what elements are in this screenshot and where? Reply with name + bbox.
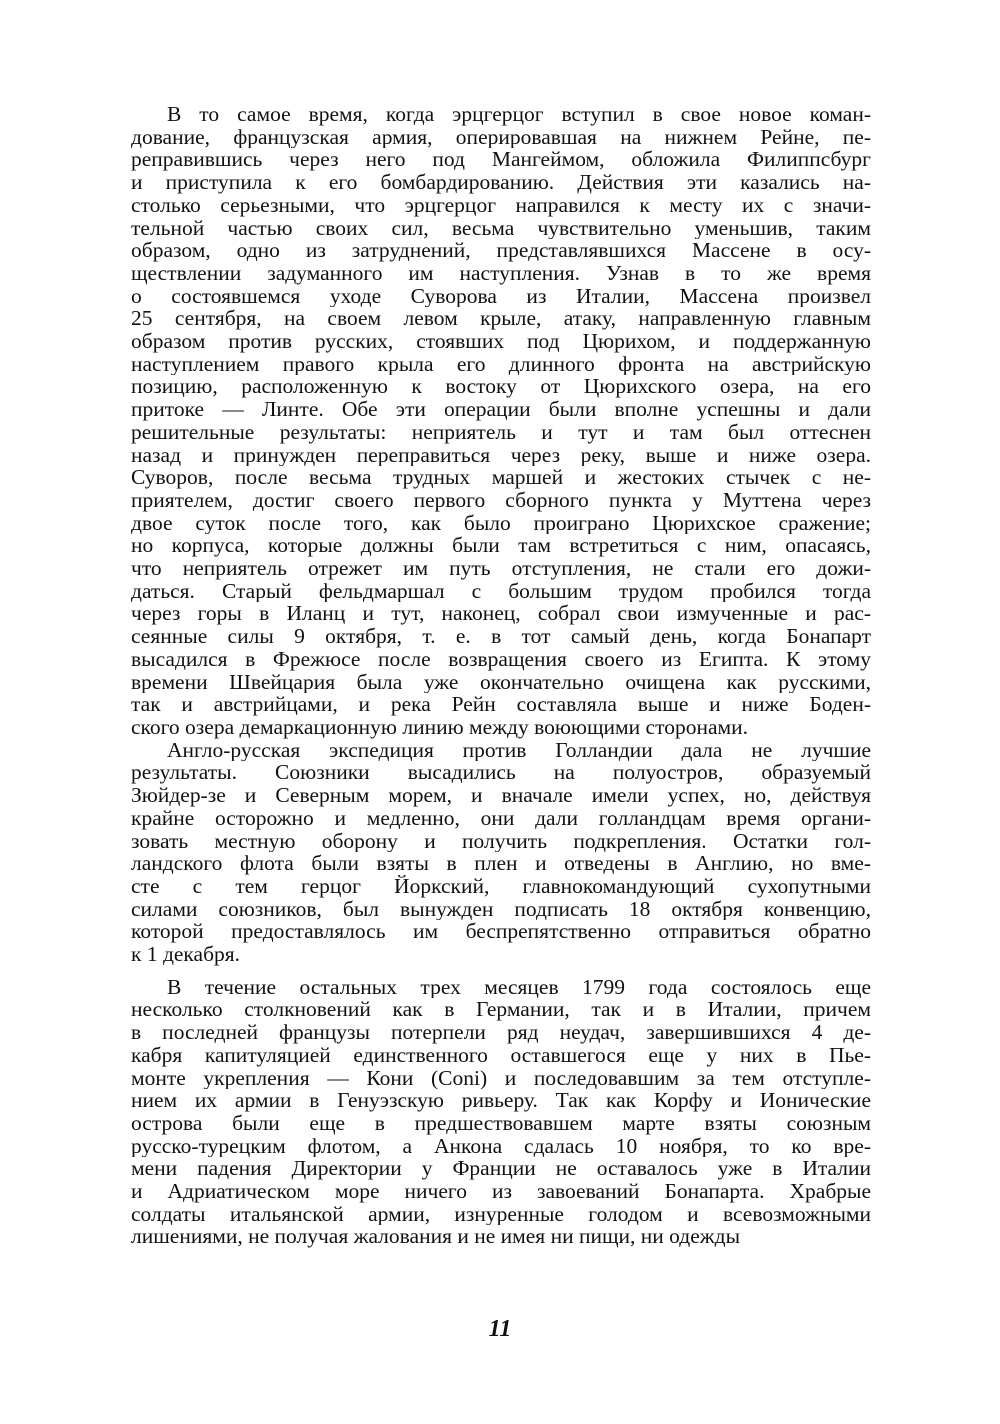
paragraph-anglo-russian-expedition xyxy=(131,739,871,966)
text-line: даться. Старый фельдмаршал с большим трудом пробился тогда xyxy=(131,579,871,603)
text-line: решительные результаты: неприятель и тут и там был оттеснен xyxy=(131,420,871,444)
text-line: ландского флота были взяты в плен и отведены в Англию, но вме- xyxy=(131,852,871,875)
text-line: Зюйдер-зе и Северным морем, и вначале имели успех, но, действуя xyxy=(131,784,871,807)
text-line: монте укрепления — Кони (Coni) и последовавшим за тем отступле- xyxy=(131,1066,871,1090)
text-line: приятелем, достиг своего первого сборного пункта у Муттена через xyxy=(131,488,871,512)
text-line: двое суток после того, как было проиграно Цюрихское сражение; xyxy=(131,511,871,535)
paragraph-gap xyxy=(131,966,871,976)
text-line: которой предоставлялось им беспрепятственно отправиться обратно xyxy=(131,920,871,944)
page-body xyxy=(131,103,871,1248)
text-line: солдаты итальянской армии, изнуренные голодом и всевозможными xyxy=(131,1202,871,1226)
text-line: образом против русских, стоявших под Цюрихом, и поддержанную xyxy=(131,330,871,353)
text-line: лишениями, не получая жалования и не имея ни пищи, ни одежды xyxy=(131,1225,741,1249)
text-line: Суворов, после весьма трудных маршей и жестоких стычек с не- xyxy=(131,466,871,489)
text-line: к 1 декабря. xyxy=(131,943,241,966)
paragraph-italy-1799 xyxy=(131,976,871,1248)
paragraph-suvorov-switzerland xyxy=(131,103,871,739)
text-line: зовать местную оборону и получить подкрепления. Остатки гол- xyxy=(131,829,871,853)
text-line: 25 сентября, на своем левом крыле, атаку, направленную главным xyxy=(131,307,871,331)
text-line: нием их армии в Генуэзскую ривьеру. Так как Корфу и Ионические xyxy=(131,1089,871,1112)
text-line: несколько столкновений как в Германии, так и в Италии, причем xyxy=(131,998,871,1022)
text-line: ского озера демаркационную линию между воюющими сторонами. xyxy=(131,715,748,739)
page-number: 11 xyxy=(488,1316,512,1342)
text-line: реправившись через него под Мангеймом, обложила Филиппсбург xyxy=(131,148,871,172)
text-line: о состоявшемся уходе Суворова из Италии, Массена произвел xyxy=(131,284,871,308)
text-line: назад и принужден переправиться через реку, выше и ниже озера. xyxy=(131,443,871,467)
text-line: наступлением правого крыла его длинного фронта на австрийскую xyxy=(131,352,871,376)
text-line: ществлении задуманного им наступления. Узнав в то же время xyxy=(131,261,871,285)
text-line: кабря капитуляцией единственного оставшегося еще у них в Пье- xyxy=(131,1043,871,1067)
text-line: тельной частью своих сил, весьма чувствительно уменьшив, таким xyxy=(131,216,871,240)
text-line: мени падения Директории у Франции не оставалось уже в Италии xyxy=(131,1157,871,1181)
text-line: В то самое время, когда эрцгерцог вступил в свое новое коман- xyxy=(167,103,871,126)
text-line: результаты. Союзники высадились на полуостров, образуемый xyxy=(131,761,871,785)
text-line: но корпуса, которые должны были там встретиться с ним, опасаясь, xyxy=(131,534,871,558)
text-line: силами союзников, был вынужден подписать 18 октября конвенцию, xyxy=(131,897,871,921)
text-line: через горы в Иланц и тут, наконец, собрал свои измученные и рас- xyxy=(131,602,871,626)
text-line: русско-турецким флотом, а Анкона сдалась 10 ноября, то ко вре- xyxy=(131,1134,871,1158)
text-line: Англо-русская экспедиция против Голландии дала не лучшие xyxy=(167,738,871,762)
text-line: крайне осторожно и медленно, они дали голландцам время органи- xyxy=(131,806,871,830)
text-line: позицию, расположенную к востоку от Цюрихского озера, на его xyxy=(131,375,871,399)
text-line: острова были еще в предшествовавшем марте взяты союзным xyxy=(131,1111,871,1135)
text-line: времени Швейцария была уже окончательно очищена как русскими, xyxy=(131,670,871,694)
text-line: так и австрийцами, и река Рейн составляла выше и ниже Боден- xyxy=(131,693,871,716)
text-line: в последней французы потерпели ряд неудач, завершившихся 4 де- xyxy=(131,1021,871,1044)
text-line: высадился в Фрежюсе после возвращения своего из Египта. К этому xyxy=(131,647,871,671)
text-line: образом, одно из затруднений, представлявшихся Массене в осу- xyxy=(131,239,871,262)
text-line: притоке — Линте. Обе эти операции были вполне успешны и дали xyxy=(131,398,871,421)
text-line: сте с тем герцог Йоркский, главнокомандующий сухопутными xyxy=(131,874,871,898)
text-line: В течение остальных трех месяцев 1799 года состоялось еще xyxy=(167,975,871,999)
text-line: что неприятель отрежет им путь отступления, не стали его дожи- xyxy=(131,557,871,580)
text-line: и приступила к его бомбардированию. Действия эти казались на- xyxy=(131,171,871,194)
text-line: столько серьезными, что эрцгерцог направился к месту их с значи- xyxy=(131,193,871,217)
text-line: дование, французская армия, оперировавшая на нижнем Рейне, пе- xyxy=(131,125,871,149)
text-line: сеянные силы 9 октября, т. е. в тот самый день, когда Бонапарт xyxy=(131,625,871,648)
text-line: и Адриатическом море ничего из завоеваний Бонапарта. Храбрые xyxy=(131,1180,871,1203)
